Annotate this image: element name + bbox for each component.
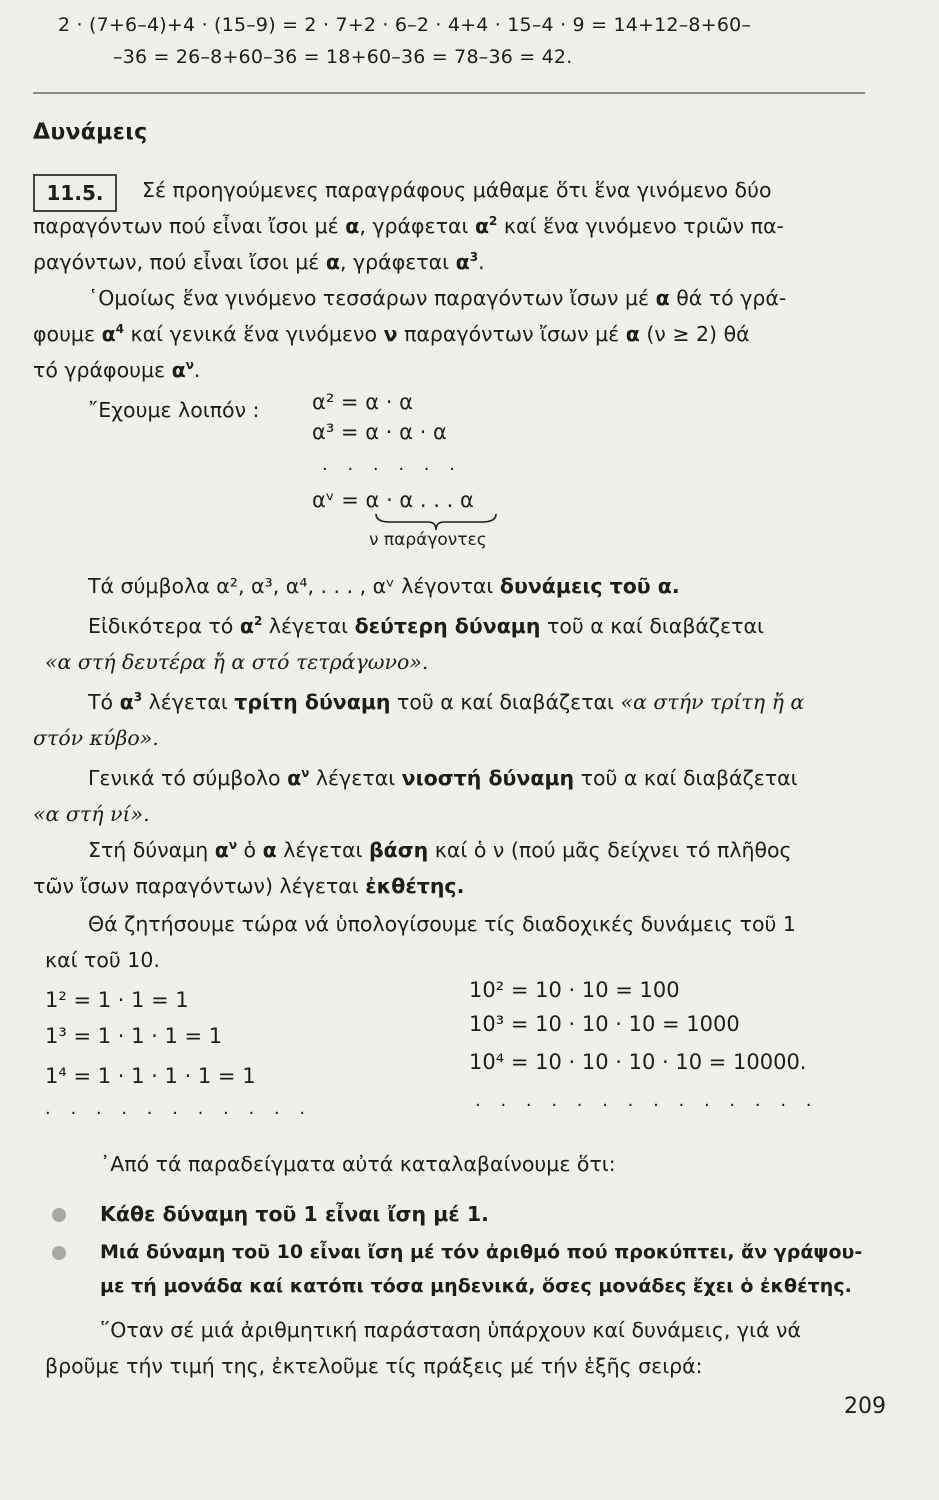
nth-power-line-2: «α στή νί». — [33, 802, 150, 826]
compute-line-1: Θά ζητήσουμε τώρα νά ὑπολογίσουμε τίς διαδοχικές δυνάμεις τοῦ 1 — [88, 912, 796, 936]
power-of-one-4: 1⁴ = 1 · 1 · 1 · 1 = 1 — [45, 1064, 256, 1088]
final-line-2: βροῦμε τήν τιμή της, ἐκτελοῦμε τίς πράξεις μέ τήν ἑξῆς σειρά: — [45, 1354, 703, 1378]
rule-2-line-1: Μιά δύναμη τοῦ 10 εἶναι ἴση μέ τόν ἀριθμό πού προκύπτει, ἄν γράψου- — [100, 1241, 863, 1263]
bullet-2-icon — [52, 1246, 66, 1260]
intro-line-2: παραγόντων πού εἶναι ἴσοι μέ α, γράφεται $\alpha^2$ καί ἕνα γινόμενο τριῶν πα- — [33, 214, 784, 238]
base-exp-line-1: Στή δύναμη $\alpha^\nu$ ὁ α λέγεται βάση καί ὁ ν (πού μᾶς δείχνει τό πλῆθος — [88, 838, 792, 862]
power-of-one-3: 1³ = 1 · 1 · 1 = 1 — [45, 1024, 223, 1048]
power-of-ten-3: 10³ = 10 · 10 · 10 = 1000 — [469, 1012, 740, 1036]
def-dots: . . . . . . — [322, 454, 462, 475]
section-heading: Δυνάμεις — [33, 120, 148, 145]
conclusion-line: ᾿Από τά παραδείγματα αὐτά καταλαβαίνουμε ὅτι: — [100, 1152, 616, 1176]
brace-label: ν παράγοντες — [369, 530, 487, 550]
bullet-1-icon — [52, 1208, 66, 1222]
dots-right: . . . . . . . . . . . . . . — [475, 1090, 819, 1111]
symbols-line: Τά σύμβολα α², α³, α⁴, . . . , αᵛ λέγονται δυνάμεις τοῦ α. — [88, 574, 680, 598]
second-power-line-2: «α στή δευτέρα ἤ α στό τετράγωνο». — [45, 650, 429, 674]
third-power-line-2: στόν κύβο». — [33, 726, 159, 750]
page-number: 209 — [844, 1394, 886, 1419]
nth-power-line-1: Γενικά τό σύμβολο $\alpha^\nu$ λέγεται νιοστή δύναμη τοῦ α καί διαβάζεται — [88, 766, 798, 790]
divider — [33, 92, 865, 94]
intro-line-3: ραγόντων, πού εἶναι ἴσοι μέ α, γράφεται $\alpha^3$. — [33, 250, 485, 274]
echoume-label: ῎Εχουμε λοιπόν : — [88, 398, 260, 422]
power-of-ten-4: 10⁴ = 10 · 10 · 10 · 10 = 10000. — [469, 1050, 807, 1074]
intro-line-1: Σέ προηγούμενες παραγράφους μάθαμε ὅτι ἕνα γινόμενο δύο — [142, 178, 772, 202]
section-number: 11.5. — [46, 181, 104, 205]
def-nth: αᵛ = α · α . . . α — [312, 488, 474, 512]
para2-line-3: τό γράφουμε $\alpha^\nu$. — [33, 358, 201, 382]
base-exp-line-2: τῶν ἴσων παραγόντων) λέγεται ἐκθέτης. — [33, 874, 465, 898]
def-cube: α³ = α · α · α — [312, 420, 447, 444]
equation-line-2: –36 = 26–8+60–36 = 18+60–36 = 78–36 = 42. — [113, 46, 573, 68]
section-number-box — [33, 174, 117, 212]
rule-1: Κάθε δύναμη τοῦ 1 εἶναι ἴση μέ 1. — [100, 1202, 489, 1226]
compute-line-2: καί τοῦ 10. — [45, 948, 160, 972]
dots-left: . . . . . . . . . . . — [45, 1098, 313, 1119]
equation-line-1: 2 · (7+6–4)+4 · (15–9) = 2 · 7+2 · 6–2 · 4+4 · 15–4 · 9 = 14+12–8+60– — [58, 14, 752, 36]
power-of-ten-2: 10² = 10 · 10 = 100 — [469, 978, 680, 1002]
def-square: α² = α · α — [312, 390, 413, 414]
para2-line-2: φουμε $\alpha^4$ καί γενικά ἕνα γινόμενο ν παραγόντων ἴσων μέ α (ν ≥ 2) θά — [33, 322, 750, 346]
underbrace — [374, 512, 498, 532]
rule-2-line-2: με τή μονάδα καί κατόπι τόσα μηδενικά, ὅσες μονάδες ἔχει ὁ ἐκθέτης. — [100, 1275, 852, 1297]
power-of-one-2: 1² = 1 · 1 = 1 — [45, 988, 189, 1012]
second-power-line-1: Εἰδικότερα τό $\alpha^2$ λέγεται δεύτερη δύναμη τοῦ α καί διαβάζεται — [88, 614, 764, 638]
final-line-1: ῞Οταν σέ μιά ἀριθμητική παράσταση ὑπάρχουν καί δυνάμεις, γιά νά — [100, 1318, 801, 1342]
third-power-line-1: Τό $\alpha^3$ λέγεται τρίτη δύναμη τοῦ α καί διαβάζεται «α στήν τρίτη ἤ α — [88, 690, 805, 714]
para2-line-1: ῾Ομοίως ἕνα γινόμενο τεσσάρων παραγόντων ἴσων μέ α θά τό γρά- — [88, 286, 787, 310]
